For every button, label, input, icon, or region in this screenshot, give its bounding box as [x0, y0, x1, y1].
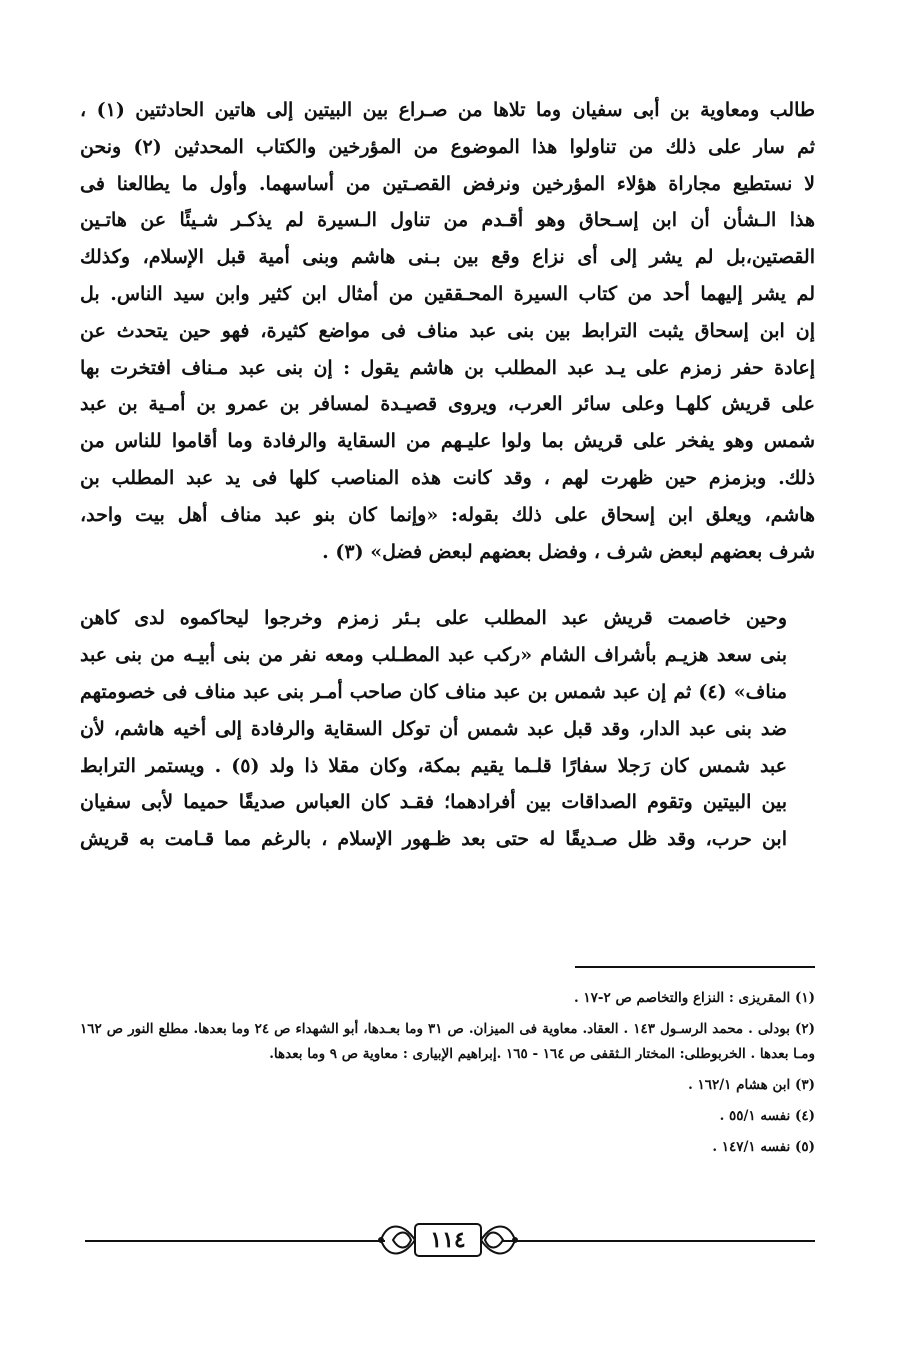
page-footer	[85, 1210, 815, 1270]
text-line: ذلك. وبزمزم حين ظهرت لهم ، وقد كانت هذه المناصب كلها فى يد عبد المطلب بن	[80, 466, 815, 489]
paragraph-2	[80, 600, 815, 858]
text-line: القصتين،بل لم يشر إلى أى نزاع وقع بين بـنى هاشم وبنى أمية قبل الإسلام، وكذلك	[80, 246, 815, 269]
text-line: مناف» (٤) ثم إن عبد شمس بن عبد مناف كان صاحب أمـر بنى عبد مناف فى خصومتهم	[80, 680, 788, 703]
footer-rule-right	[503, 1240, 815, 1242]
footnote-5: (٥) نفسه ١٤٧/١ .	[712, 1139, 815, 1155]
text-line: ثم سار على ذلك من تناولوا هذا الموضوع من المؤرخين والكتاب المحدثين (٢) ونحن	[80, 135, 816, 158]
footnote-3: (٣) ابن هشام ١٦٢/١ .	[688, 1077, 815, 1093]
text-line: لم يشر إليهما أحد من كتاب السيرة المحـققين من أمثال ابن كثير وابن سيد الناس. بل	[80, 282, 815, 305]
text-line: ابن حرب، وقد ظل صـديقًا له حتى بعد ظـهور الإسلام ، بالرغم مما قـامت به قريش	[80, 828, 787, 851]
text-line: عبد شمس كان رَجلا سفارًا قلـما يقيم بمكة، وكان مقلا ذا ولد (٥) . ويستمر الترابط	[80, 754, 787, 777]
footer-rule-left	[85, 1240, 385, 1242]
footnote-separator	[575, 966, 815, 968]
text-line: إن ابن إسحاق يثبت الترابط بين بنى عبد مناف فى مواضع كثيرة، فهو حين يتحدث عن	[80, 319, 815, 342]
text-line: ضد بنى عبد الدار، وقد قبل عبد شمس أن توكل السقاية والرفادة إلى أخيه هاشم، لأن	[80, 717, 787, 740]
text-line: شمس وهو يفخر على قريش بما ولوا عليـهم من السقاية والرفادة وما أقاموا للناس من	[80, 430, 815, 453]
text-line: إعادة حفر زمزم على يـد عبد المطلب بن هاشم يقول : إن بنى عبد مـناف افتخرت بها	[80, 356, 815, 379]
text-line: هاشم، ويعلق ابن إسحاق على ذلك بقوله: «وإنما كان بنو عبد مناف أهل بيت واحد،	[80, 503, 815, 526]
footnotes	[80, 986, 815, 1166]
text-line: طالب ومعاوية بن أبى سفيان وما تلاها من صـراع بين البيتين إلى هاتين الحادثتين (١) ،	[80, 99, 815, 121]
page-number: ١١٤	[430, 1227, 466, 1253]
text-line: بنى سعد هزيـم بأشراف الشام «ركب عبد المطـلب ومعه نفر من بنى أبيـه من بنى عبد	[80, 644, 787, 667]
paragraph-1	[80, 92, 815, 570]
text-line: وحين خاصمت قريش عبد المطلب على بـئر زمزم وخرجوا ليحاكموه لدى كاهن	[80, 607, 787, 630]
text-line: شرف بعضهم لبعض شرف ، وفضل بعضهم لبعض فضل» (٣) .	[322, 540, 815, 563]
footnote-2: (٢) بودلى . محمد الرسـول ١٤٣ . العقاد. معاوية فى الميزان. ص ٣١ وما بعـدها، أبو الشهداء ص ٢٤ وما بعدها. مطلع النور ص ١٦٢ ومـا بعدها . الخربوطلى: المختار الـثقفى ص ١٦٤ - ١٦٥ .إبراهيم الإبيارى : معاوية ص ٩ وما بعدها.	[80, 1021, 815, 1062]
page-number-ornament	[373, 1216, 523, 1264]
footnote-1: (١) المقريزى : النزاع والتخاصم ص ٢-١٧ .	[574, 990, 815, 1006]
text-line: على قريش كلهـا وعلى سائر العرب، ويروى قصيـدة لمسافر بن عمرو بن أمـية بن عبد	[80, 393, 815, 416]
text-line: هذا الـشأن أن ابن إسـحاق وهو أقـدم من تناول الـسيرة لم يذكـر شـيئًا عن هاتـين	[80, 209, 815, 232]
text-line: بين البيتين وتقوم الصداقات بين أفرادهما؛ فقـد كان العباس صديقًا حميما لأبى سفيان	[80, 791, 787, 814]
footnote-4: (٤) نفسه ٥٥/١ .	[719, 1108, 815, 1124]
text-line: لا نستطيع مجاراة هؤلاء المؤرخين ونرفض القصـتين من أساسهما. وأول ما يطالعنا فى	[80, 172, 815, 195]
main-text	[80, 92, 815, 858]
